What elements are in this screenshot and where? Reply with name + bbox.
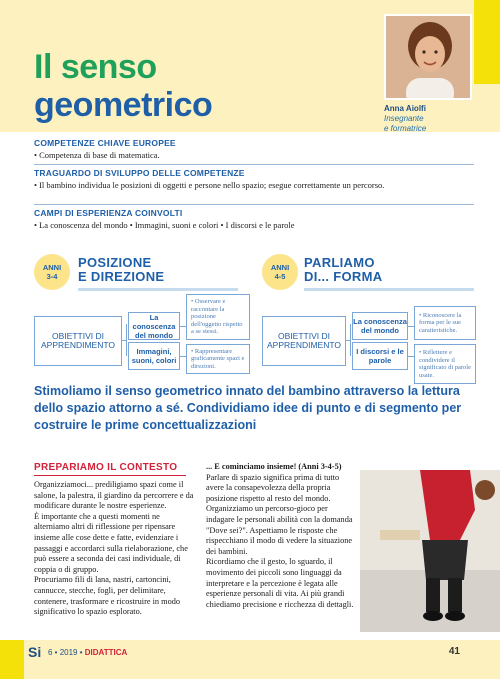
section-traguardo [34, 168, 474, 191]
block-underline [304, 288, 474, 291]
footer-issue [48, 648, 127, 657]
section-competenze [34, 138, 474, 161]
paragraph: Ricordiamo che il gesto, lo sguardo, il movimento dei piccoli sono linguaggi da interpretare e la percezione è legata alle esperienze personali di vita. Ai più grandi chiediamo precisione e ricchezza di dettagli. [206, 557, 354, 609]
title-line-2: geometrico [34, 86, 213, 124]
author-name: Anna Aiolfi [384, 104, 426, 113]
issue-number: 6 • 2019 • [48, 648, 83, 657]
author-photo [384, 14, 472, 100]
block-title-left [78, 256, 164, 284]
author-credit [384, 104, 426, 134]
connector [126, 324, 127, 356]
section-heading: TRAGUARDO DI SVILUPPO DELLE COMPETENZE [34, 168, 245, 178]
column-subheading: ... E cominciamo insieme! (Anni 3-4-5) [206, 462, 342, 471]
corner-tab [474, 0, 500, 84]
section-body: • Competenza di base di matematica. [34, 150, 160, 160]
paragraph: Organizziamoci... prediligiamo spazi come il salone, la palestra, il giardino da percorrere e da modificare durante le nostre esperienze. [34, 480, 194, 511]
anni-label: ANNI [42, 263, 62, 272]
block-title-line-1: PARLIAMO [304, 255, 375, 270]
paragraph: Organizziamo un percorso-gioco per indagare le personali abilità con la domanda "Dove sei?". Aspettiamo le risposte che rispecchiano il modo di vedere la situazione dei bambini. [206, 504, 353, 556]
connector [350, 324, 351, 356]
magazine-name: DIDATTICA [84, 648, 128, 657]
anni-label: ANNI [270, 263, 290, 272]
anni-badge-right [262, 254, 298, 290]
block-title-line-1: POSIZIONE [78, 255, 152, 270]
page-number: 41 [448, 646, 460, 657]
footer-tab [0, 640, 24, 679]
title-line-1: Il senso [34, 48, 157, 86]
page-title [34, 48, 212, 124]
field-box: Immagini, suoni, colori [128, 342, 180, 370]
magazine-logo: Si [28, 644, 42, 660]
section-campi [34, 208, 474, 231]
child-photo [360, 470, 500, 632]
divider [34, 164, 474, 165]
block-underline [78, 288, 238, 291]
anni-range: 3-4 [46, 272, 58, 281]
field-box: La conoscenza del mondo [128, 312, 180, 340]
block-title-right [304, 256, 382, 284]
field-box: I discorsi e le parole [352, 342, 408, 370]
note-box: • Rappresentare graficamente spazi e direzioni. [186, 344, 250, 374]
objective-box-left: OBIETTIVI DI APPRENDIMENTO [34, 316, 122, 366]
note-box: • Riconoscere la forma per le sue caratteristiche. [414, 306, 476, 340]
paragraph: Procuriamo fili di lana, nastri, cartoncini, cannucce, stecche, fogli, per delimitare, contenere, trasformare e ricostruire in modo significativo lo spazio esplorato. [34, 575, 181, 617]
lead-paragraph: Stimoliamo il senso geometrico innato del bambino attraverso la lettura dello spazio attorno a sé. Condividiamo idee di punto e di segmento per costruire le prime concettualizzazioni [34, 384, 462, 432]
note-box: • Riflettere e condividere il significato di parole usate. [414, 344, 476, 384]
left-column [34, 480, 194, 618]
anni-range: 4-5 [274, 272, 286, 281]
objective-box-right: OBIETTIVI DI APPRENDIMENTO [262, 316, 346, 366]
anni-badge-left [34, 254, 70, 290]
author-role-2: e formatrice [384, 124, 427, 133]
section-heading: COMPETENZE CHIAVE EUROPEE [34, 138, 176, 148]
field-box: La conoscenza del mondo [352, 312, 408, 340]
note-box: • Osservare e raccontare la posizione dell'oggetto rispetto a se stessi. [186, 294, 250, 340]
divider [34, 204, 474, 205]
section-body: • Il bambino individua le posizioni di oggetti e persone nello spazio; esegue correttamente un percorso. [34, 180, 385, 190]
paragraph: È importante che a questi momenti ne alterniamo altri di riflessione per ripensare insieme alle cose dette e fatte, evidenziare i passaggi e accordarci sulla rielaborazione, che può essere a seconda dei casi individuale, di coppia o di gruppo. [34, 511, 188, 574]
section-heading: CAMPI DI ESPERIENZA COINVOLTI [34, 208, 183, 218]
column-heading: PREPARIAMO IL CONTESTO [34, 462, 178, 473]
block-title-line-2: DI... FORMA [304, 269, 383, 284]
paragraph: Parlare di spazio significa prima di tutto avere la consapevolezza della propria posizione rispetto al resto del mondo. [206, 472, 340, 503]
footer-band [0, 640, 500, 679]
author-role-1: Insegnante [384, 114, 424, 123]
block-title-line-2: E DIREZIONE [78, 269, 165, 284]
heading-underline [34, 475, 186, 476]
right-column [206, 462, 356, 610]
section-body: • La conoscenza del mondo • Immagini, suoni e colori • I discorsi e le parole [34, 220, 295, 230]
